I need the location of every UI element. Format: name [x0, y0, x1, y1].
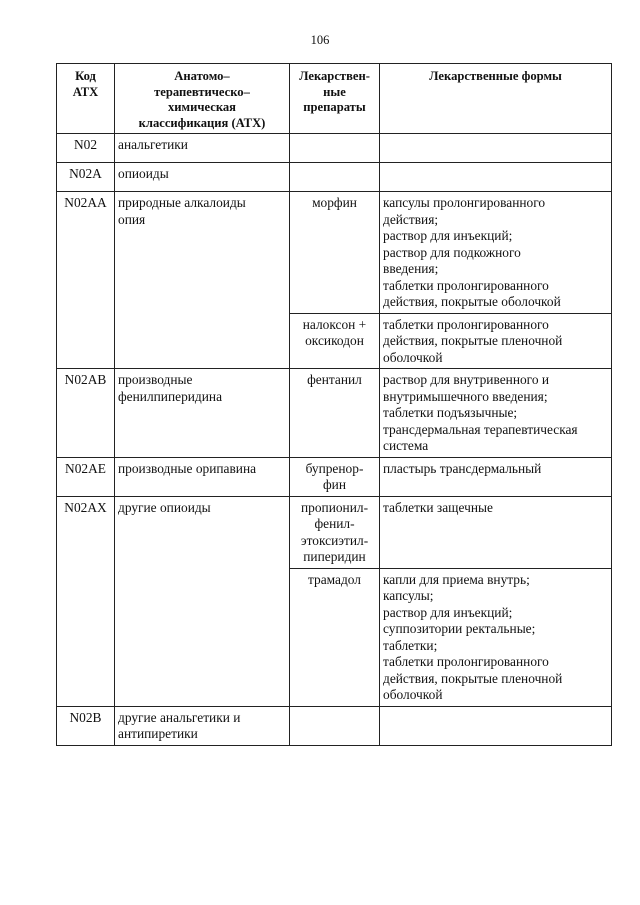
atx-classification: природные алкалоиды опия: [115, 192, 290, 369]
drug-name: фентанил: [290, 369, 380, 458]
drug-name: [290, 163, 380, 192]
dosage-forms: таблетки защечные: [380, 496, 612, 568]
drug-name: бупренор- фин: [290, 457, 380, 496]
drug-name: [290, 706, 380, 745]
header-code: Код АТХ: [57, 64, 115, 134]
drug-name: налоксон + оксикодон: [290, 313, 380, 369]
dosage-forms: капсулы пролонгированного действия; раствор для инъекций; раствор для подкожного введения; таблетки пролонгированного действия, покрытые оболочкой: [380, 192, 612, 314]
table-row: [57, 192, 612, 314]
dosage-forms: капли для приема внутрь; капсулы; раствор для инъекций; суппозитории ректальные; таблетки; таблетки пролонгированного действия, покрытые пленочной оболочкой: [380, 568, 612, 706]
atx-classification: производные орипавина: [115, 457, 290, 496]
atx-code: N02AB: [57, 369, 115, 458]
atx-code: N02AX: [57, 496, 115, 706]
header-classification: Анатомо– терапевтическо– химическая классификация (АТХ): [115, 64, 290, 134]
table-row: [57, 457, 612, 496]
drug-name: морфин: [290, 192, 380, 314]
dosage-forms: [380, 163, 612, 192]
drug-name: [290, 134, 380, 163]
atx-code: N02: [57, 134, 115, 163]
atx-classification: другие опиоиды: [115, 496, 290, 706]
atx-classification: другие анальгетики и антипиретики: [115, 706, 290, 745]
dosage-forms: пластырь трансдермальный: [380, 457, 612, 496]
table-header-row: [57, 64, 612, 134]
dosage-forms: раствор для внутривенного и внутримышечного введения; таблетки подъязычные; трансдермальная терапевтическая система: [380, 369, 612, 458]
atx-code: N02A: [57, 163, 115, 192]
atx-classification: анальгетики: [115, 134, 290, 163]
header-drugs: Лекарствен- ные препараты: [290, 64, 380, 134]
drug-name: трамадол: [290, 568, 380, 706]
header-forms: Лекарственные формы: [380, 64, 612, 134]
table-row: [57, 369, 612, 458]
dosage-forms: таблетки пролонгированного действия, покрытые пленочной оболочкой: [380, 313, 612, 369]
atx-code: N02B: [57, 706, 115, 745]
page-number: 106: [310, 33, 330, 47]
atx-table: [56, 63, 612, 746]
table-row: [57, 706, 612, 745]
table-row: [57, 163, 612, 192]
dosage-forms: [380, 706, 612, 745]
table-row: [57, 496, 612, 568]
dosage-forms: [380, 134, 612, 163]
atx-classification: опиоиды: [115, 163, 290, 192]
table-row: [57, 134, 612, 163]
atx-code: N02AE: [57, 457, 115, 496]
atx-code: N02AA: [57, 192, 115, 369]
drug-name: пропионил- фенил- этоксиэтил- пиперидин: [290, 496, 380, 568]
atx-classification: производные фенилпиперидина: [115, 369, 290, 458]
